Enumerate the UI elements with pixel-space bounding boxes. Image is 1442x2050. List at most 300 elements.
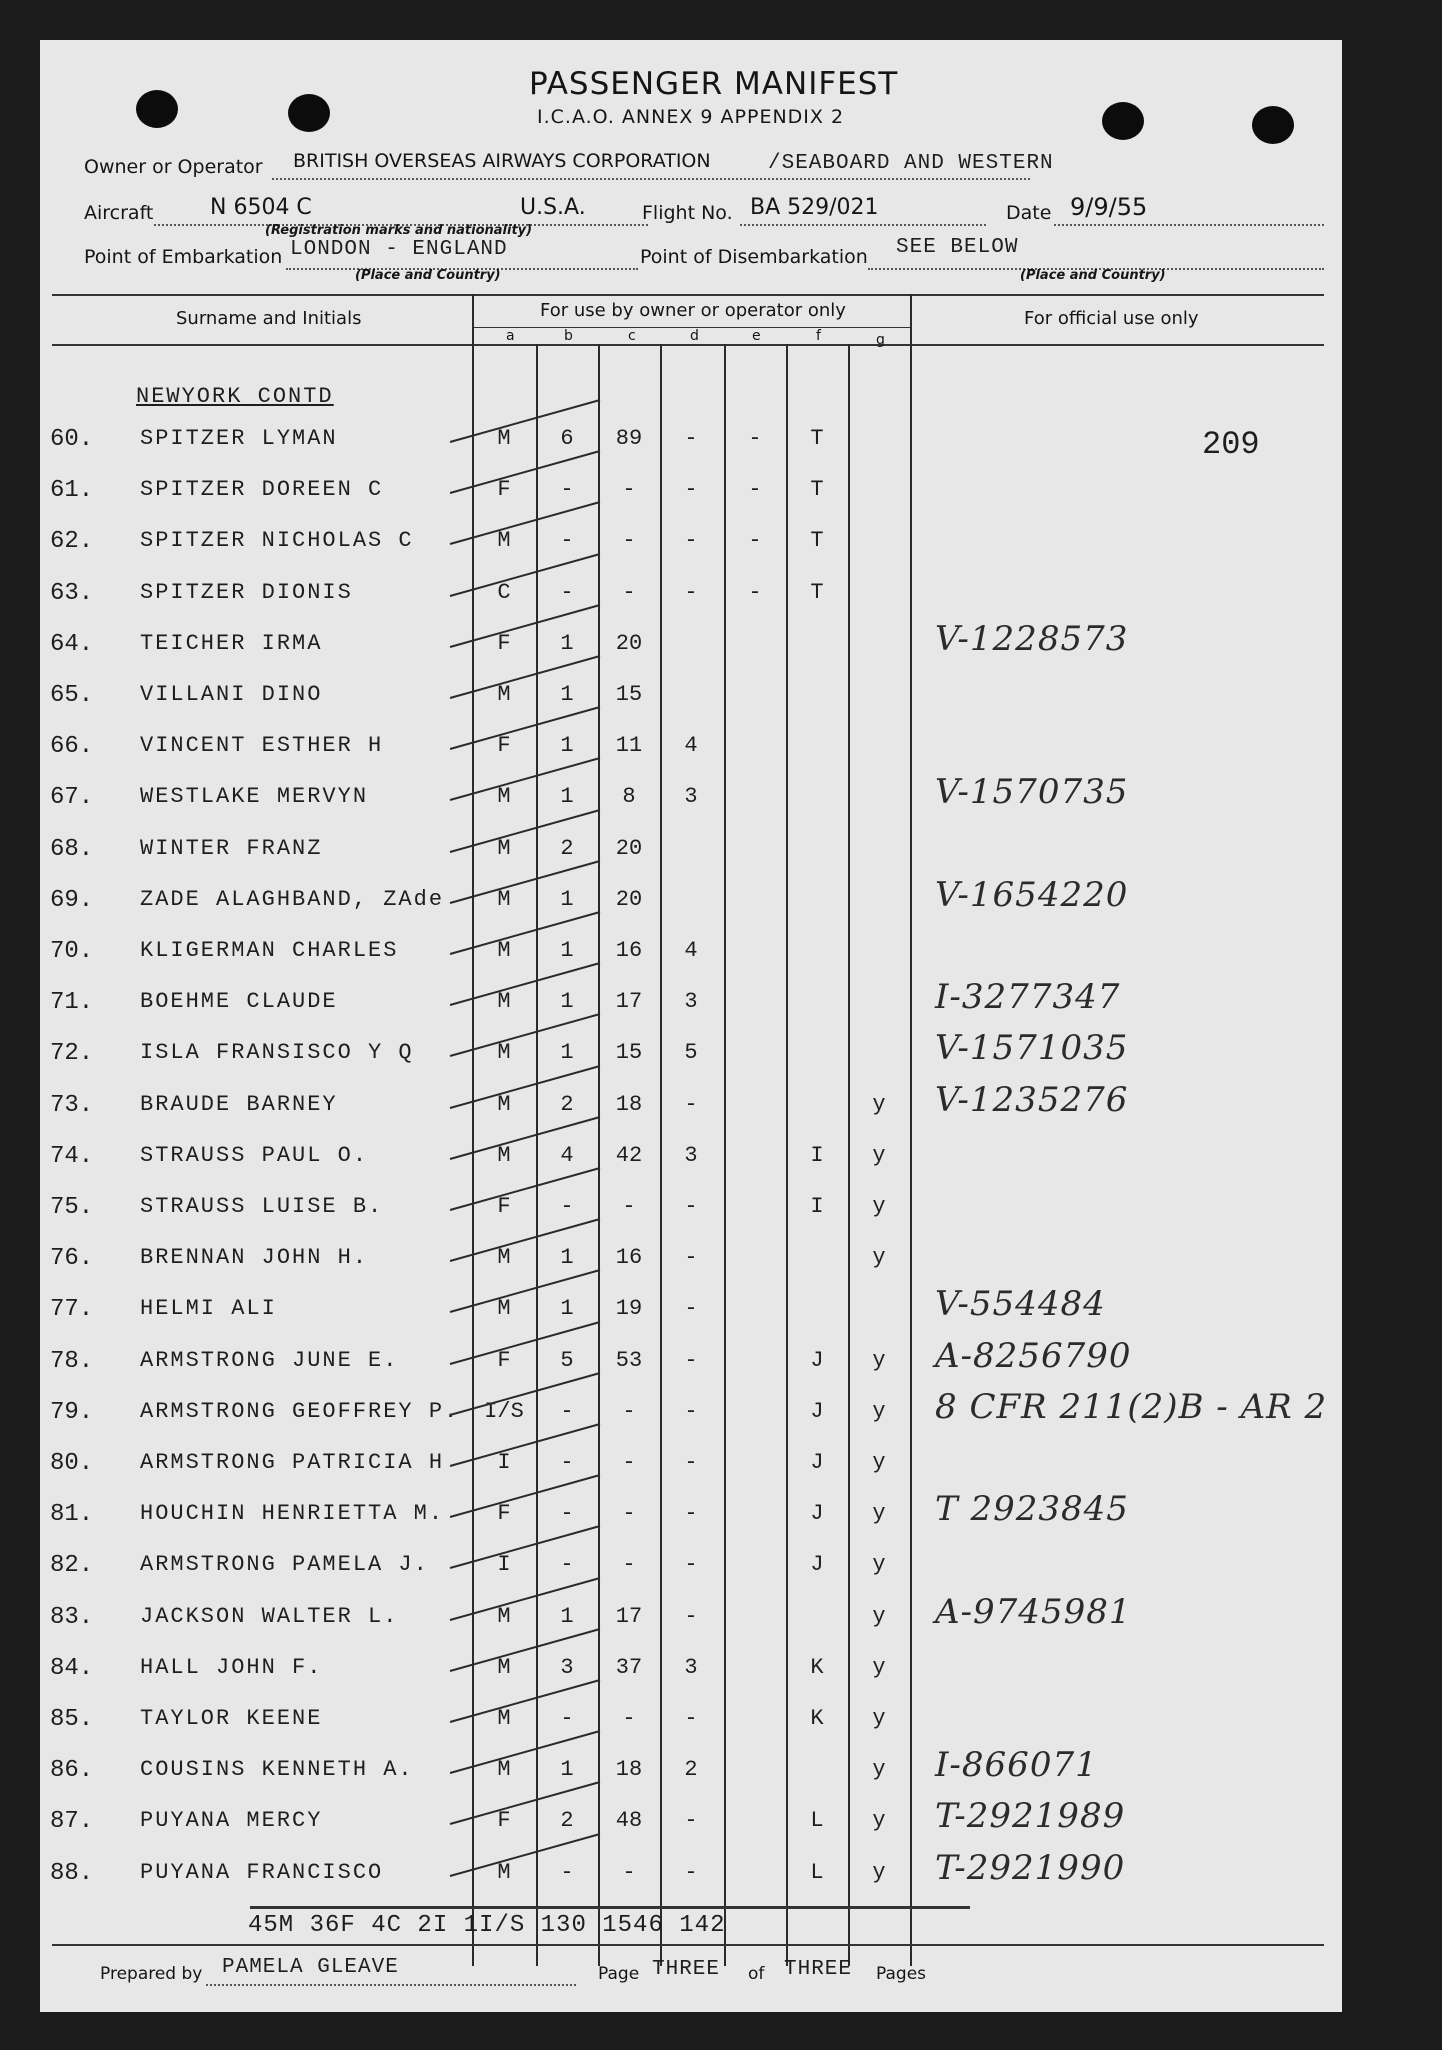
cell-g: y [872,1142,886,1168]
row-number: 61. [50,477,94,505]
cell-a: M [497,989,511,1015]
cell-d: - [684,1859,698,1885]
table-row [40,522,1342,562]
col-header-f: f [816,328,821,344]
row-number: 84. [50,1654,94,1682]
punch-hole [1102,102,1144,140]
cell-a: M [497,426,511,451]
table-row [40,676,1342,716]
embarkation-note: (Place and Country) [355,268,501,283]
passenger-name: JACKSON WALTER L. [140,1603,399,1629]
cell-a: F [497,630,511,656]
cell-g: y [872,1398,886,1424]
aircraft-label: Aircraft [84,202,154,224]
prepared-label: Prepared by [100,1964,203,1984]
passenger-name: SPITZER DIONIS [140,579,353,605]
table-row [40,1028,1342,1074]
cell-a: M [497,938,511,963]
row-number: 69. [50,886,94,914]
cell-c: 20 [615,630,643,656]
cell-a: I/S [484,1398,524,1424]
owner-use-header: For use by owner or operator only [540,300,846,321]
punch-hole [288,94,330,132]
official-note: V-554484 [935,1284,1106,1325]
cell-f: J [810,1398,824,1424]
cell-c: 42 [615,1142,643,1168]
table-row [40,1591,1342,1638]
cell-a: F [497,1194,511,1219]
cell-e: - [748,477,762,503]
row-number: 81. [50,1501,94,1529]
row-number: 77. [50,1296,94,1324]
cell-c: 19 [615,1296,643,1322]
row-number: 65. [50,682,94,709]
official-note: T 2923845 [935,1489,1129,1530]
cell-d: 5 [684,1040,698,1066]
cell-g: y [872,1347,886,1373]
passenger-name: HELMI ALI [140,1296,277,1322]
cell-g: y [872,1706,886,1731]
cell-d: - [684,1194,698,1219]
table-row [40,1489,1342,1535]
cell-f: J [810,1347,824,1373]
passenger-name: TEICHER IRMA [140,630,323,656]
cell-b: 1 [560,1757,574,1783]
passenger-name: ARMSTRONG GEOFFREY P. [140,1398,460,1424]
cell-c: 53 [615,1347,643,1373]
cell-g: y [872,1245,886,1271]
owner-label: Owner or Operator [84,156,263,178]
of-label: of [748,1964,765,1984]
cell-f: T [810,528,824,554]
table-row [40,1137,1342,1177]
cell-c: - [622,528,636,554]
cell-g: y [872,1501,886,1527]
disembarkation-value: SEE BELOW [896,236,1019,259]
cell-b: - [560,1194,574,1219]
row-number: 86. [50,1757,94,1785]
cell-b: - [560,477,574,503]
cell-f: I [810,1142,824,1168]
passenger-name: HOUCHIN HENRIETTA M. [140,1501,445,1527]
passenger-name: STRAUSS PAUL O. [140,1142,369,1168]
cell-c: 17 [615,1603,643,1629]
passenger-name: PUYANA FRANCISCO [140,1859,384,1885]
table-row [40,932,1342,972]
cell-b: 1 [560,886,574,912]
cell-a: C [497,579,511,605]
cell-d: - [684,1091,698,1117]
passenger-name: TAYLOR KEENE [140,1706,323,1731]
passenger-name: BOEHME CLAUDE [140,989,338,1015]
cell-d: - [684,1450,698,1475]
cell-c: 11 [615,733,643,759]
cell-f: K [810,1706,824,1731]
cell-d: - [684,579,698,605]
cell-a: F [497,1808,511,1834]
cell-a: F [497,1347,511,1373]
cell-g: y [872,1808,886,1834]
cell-a: M [497,1091,511,1117]
col-header-c: c [628,328,636,344]
cell-c: 18 [615,1091,643,1117]
cell-b: - [560,579,574,605]
owner-line [272,178,1030,180]
punch-hole [136,90,178,128]
cell-g: y [872,1603,886,1629]
table-row [40,1079,1342,1126]
cell-f: T [810,426,824,451]
official-note: V-1228573 [935,618,1129,659]
form-subtitle: I.C.A.O. ANNEX 9 APPENDIX 2 [537,106,845,128]
section-label: NEWYORK CONTD [136,384,334,409]
cell-a: M [497,1296,511,1322]
cell-b: 1 [560,630,574,656]
row-number: 80. [50,1450,94,1477]
cell-b: 1 [560,784,574,810]
cell-c: 89 [615,426,643,451]
table-row [40,471,1342,511]
cell-a: I [497,1552,511,1578]
cell-f: T [810,579,824,605]
passenger-name: ARMSTRONG PAMELA J. [140,1552,429,1578]
passenger-name: BRENNAN JOHN H. [140,1245,369,1271]
cell-g: y [872,1859,886,1885]
cell-g: y [872,1654,886,1680]
punch-hole [1252,106,1294,144]
cell-c: 16 [615,938,643,963]
aircraft-registration: N 6504 C [210,195,312,220]
totals-line: 45M 36F 4C 2I 1I/S 130 1546 142 [248,1912,726,1939]
cell-d: - [684,1552,698,1578]
passenger-name: WESTLAKE MERVYN [140,784,369,810]
cell-b: - [560,1450,574,1475]
registration-note: (Registration marks and nationality) [265,223,533,238]
row-number: 67. [50,784,94,812]
row-number: 60. [50,426,94,453]
cell-b: - [560,1398,574,1424]
cell-d: - [684,1501,698,1527]
table-top-rule [52,294,1324,296]
cell-c: 8 [622,784,636,810]
col-header-e: e [752,328,761,344]
passenger-name: VILLANI DINO [140,682,323,707]
cell-c: 16 [615,1245,643,1271]
cell-d: 3 [684,989,698,1015]
cell-b: - [560,1552,574,1578]
official-note: V-1235276 [935,1079,1129,1120]
official-note: T-2921990 [935,1847,1126,1888]
of-value: THREE [784,1958,853,1981]
passenger-name: COUSINS KENNETH A. [140,1757,414,1783]
official-note: V-1654220 [935,874,1129,915]
cell-c: 48 [615,1808,643,1834]
cell-c: - [622,579,636,605]
passenger-name: ARMSTRONG JUNE E. [140,1347,399,1373]
date-line [1054,224,1324,226]
official-note: A-8256790 [935,1335,1132,1376]
cell-a: M [497,1603,511,1629]
passenger-name: ARMSTRONG PATRICIA H [140,1450,445,1475]
cell-b: 5 [560,1347,574,1373]
cell-d: 4 [684,733,698,759]
row-number: 83. [50,1603,94,1631]
cell-a: M [497,1859,511,1885]
table-row [40,1649,1342,1689]
cell-b: 1 [560,938,574,963]
cell-f: K [810,1654,824,1680]
surname-header: Surname and Initials [176,308,362,329]
table-row [40,1386,1342,1433]
cell-d: - [684,528,698,554]
table-row [40,1796,1342,1842]
cell-f: I [810,1194,824,1219]
official-note: I-3277347 [935,977,1121,1018]
row-number: 75. [50,1194,94,1221]
col-header-d: d [690,328,699,344]
prepared-line [206,1984,576,1986]
table-row [40,618,1342,665]
cell-a: F [497,1501,511,1527]
row-number: 85. [50,1706,94,1733]
cell-g: y [872,1757,886,1783]
cell-d: - [684,477,698,503]
cell-a: M [497,682,511,707]
cell-a: M [497,528,511,554]
cell-a: M [497,784,511,810]
flight-line [740,224,986,226]
manifest-page [40,40,1342,2012]
cell-b: 2 [560,835,574,861]
cell-d: - [684,1296,698,1322]
passenger-name: SPITZER LYMAN [140,426,338,451]
table-row [40,830,1342,870]
cell-f: L [810,1859,824,1885]
row-number: 87. [50,1808,94,1836]
cell-c: 15 [615,682,643,707]
col-header-b: b [564,328,573,344]
cell-d: - [684,1347,698,1373]
cell-a: M [497,835,511,861]
check-stroke [450,1832,650,1892]
cell-d: 3 [684,1654,698,1680]
cell-f: J [810,1501,824,1527]
cell-f: T [810,477,824,503]
col-header-g: g [876,332,885,348]
cell-b: 1 [560,989,574,1015]
cell-d: 4 [684,938,698,963]
embarkation-label: Point of Embarkation [84,246,283,268]
cell-b: 1 [560,1296,574,1322]
cell-c: 20 [615,886,643,912]
table-row [40,772,1342,818]
cell-d: - [684,1245,698,1271]
pages-label: Pages [876,1964,927,1984]
row-number: 79. [50,1398,94,1426]
passenger-name: VINCENT ESTHER H [140,733,384,759]
table-header-rule [52,344,1324,346]
embarkation-value: LONDON - ENGLAND [290,238,508,261]
row-number: 88. [50,1859,94,1887]
cell-d: - [684,426,698,451]
table-row [40,1546,1342,1586]
cell-a: F [497,733,511,759]
cell-g: y [872,1450,886,1475]
cell-c: - [622,1706,636,1731]
official-note: 8 CFR 211(2)B - AR 2 [935,1386,1328,1427]
cell-c: - [622,1552,636,1578]
cell-e: - [748,426,762,451]
row-number: 70. [50,938,94,965]
cell-a: M [497,1706,511,1731]
col-header-a: a [506,328,515,344]
row-number: 76. [50,1245,94,1273]
flight-number: BA 529/021 [750,195,879,220]
page-value: THREE [652,1958,721,1981]
cell-d: - [684,1603,698,1629]
table-row [40,1188,1342,1228]
cell-b: - [560,1501,574,1527]
cell-a: M [497,886,511,912]
passenger-name: KLIGERMAN CHARLES [140,938,399,963]
cell-c: 15 [615,1040,643,1066]
cell-c: 20 [615,835,643,861]
cell-c: - [622,1450,636,1475]
table-row [40,727,1342,767]
table-row [40,1239,1342,1279]
table-row [40,1847,1342,1894]
official-note: V-1570735 [935,772,1129,813]
cell-b: 3 [560,1654,574,1680]
form-title: PASSENGER MANIFEST [529,66,899,102]
cell-f: J [810,1552,824,1578]
cell-d: - [684,1398,698,1424]
cell-b: - [560,528,574,554]
cell-a: F [497,477,511,503]
prepared-by-value: PAMELA GLEAVE [222,1956,399,1979]
cell-d: 2 [684,1757,698,1783]
totals-rule [250,1906,970,1909]
row-number: 73. [50,1091,94,1119]
table-row [40,977,1342,1023]
cell-b: 1 [560,682,574,707]
table-row [40,1284,1342,1330]
row-number: 72. [50,1040,94,1068]
table-row [40,420,1342,460]
cell-a: I [497,1450,511,1475]
row-number: 68. [50,835,94,863]
cell-b: 1 [560,733,574,759]
cell-b: 1 [560,1603,574,1629]
owner-extra: /SEABOARD AND WESTERN [768,152,1054,175]
official-note: T-2921989 [935,1796,1126,1837]
row-number: 62. [50,528,94,556]
passenger-name: SPITZER NICHOLAS C [140,528,414,554]
owner-value: BRITISH OVERSEAS AIRWAYS CORPORATION [293,150,711,172]
table-row [40,1335,1342,1382]
table-row [40,574,1342,614]
disembarkation-label: Point of Disembarkation [640,246,868,268]
passenger-name: PUYANA MERCY [140,1808,323,1834]
footer-rule [52,1944,1324,1946]
cell-f: J [810,1450,824,1475]
table-row [40,1745,1342,1791]
cell-a: M [497,1654,511,1680]
flight-date: 9/9/55 [1070,193,1148,221]
cell-b: 4 [560,1142,574,1168]
passenger-name: ZADE ALAGHBAND, ZAde [140,886,445,912]
row-number: 64. [50,630,94,658]
cell-c: - [622,1859,636,1885]
passenger-name: BRAUDE BARNEY [140,1091,338,1117]
cell-a: M [497,1757,511,1783]
cell-d: - [684,1808,698,1834]
cell-a: M [497,1142,511,1168]
cell-c: - [622,1194,636,1219]
cell-c: 18 [615,1757,643,1783]
cell-b: 1 [560,1245,574,1271]
cell-e: - [748,579,762,605]
cell-b: - [560,1706,574,1731]
cell-d: 3 [684,1142,698,1168]
row-number: 74. [50,1142,94,1170]
official-note: I-866071 [935,1745,1098,1786]
page-stamp-number: 209 [1202,426,1260,463]
table-row [40,1444,1342,1484]
cell-g: y [872,1194,886,1219]
passenger-name: HALL JOHN F. [140,1654,323,1680]
row-number: 82. [50,1552,94,1580]
passenger-name: SPITZER DOREEN C [140,477,384,503]
table-row [40,874,1342,921]
row-number: 66. [50,733,94,761]
row-number: 78. [50,1347,94,1375]
disembarkation-note: (Place and Country) [1020,268,1166,283]
cell-f: L [810,1808,824,1834]
cell-d: - [684,1706,698,1731]
passenger-name: WINTER FRANZ [140,835,323,861]
cell-e: - [748,528,762,554]
cell-c: 17 [615,989,643,1015]
official-note: A-9745981 [935,1591,1132,1632]
passenger-name: ISLA FRANSISCO Y Q [140,1040,414,1066]
aircraft-nationality: U.S.A. [520,195,586,220]
official-note: V-1571035 [935,1028,1129,1069]
cell-b: - [560,1859,574,1885]
cell-d: 3 [684,784,698,810]
cell-c: - [622,1398,636,1424]
flight-label: Flight No. [642,202,733,224]
cell-a: M [497,1245,511,1271]
cell-g: y [872,1091,886,1117]
cell-a: M [497,1040,511,1066]
row-number: 63. [50,579,94,607]
table-row [40,1700,1342,1740]
official-use-header: For official use only [1024,308,1199,329]
cell-b: 2 [560,1091,574,1117]
cell-c: - [622,1501,636,1527]
page-label: Page [598,1964,640,1984]
passenger-name: STRAUSS LUISE B. [140,1194,384,1219]
cell-b: 2 [560,1808,574,1834]
cell-g: y [872,1552,886,1578]
cell-b: 1 [560,1040,574,1066]
cell-c: - [622,477,636,503]
cell-b: 6 [560,426,574,451]
cell-c: 37 [615,1654,643,1680]
row-number: 71. [50,989,94,1017]
date-label: Date [1006,202,1052,224]
